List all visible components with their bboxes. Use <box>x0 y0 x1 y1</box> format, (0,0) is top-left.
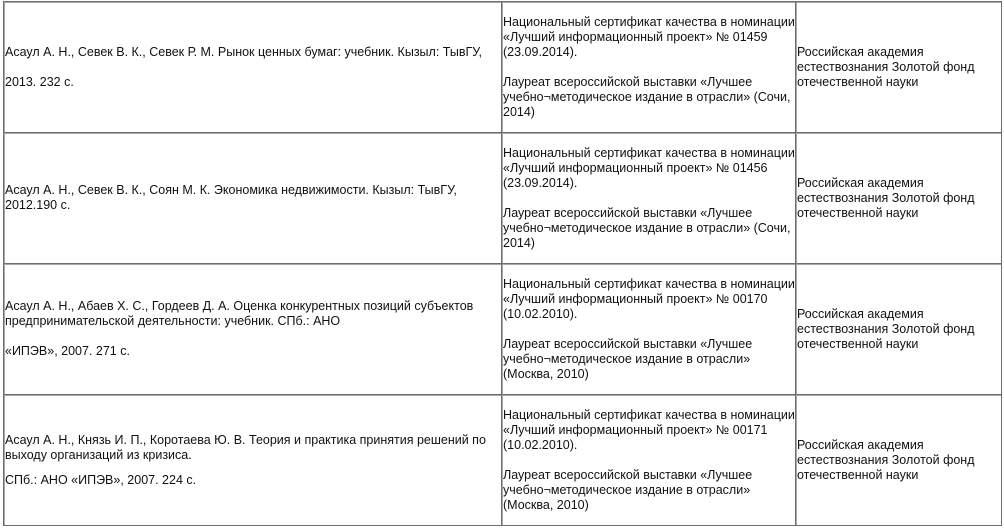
certificate-text: Национальный сертификат качества в номинации «Лучший информационный проект» № 01459 (23.09.2014). <box>503 14 795 59</box>
table-row <box>4 264 1002 395</box>
awards-table <box>3 1 1002 526</box>
book-title: Асаул А. Н., Князь И. П., Коротаева Ю. В. Теория и практика принятия решений по выходу организаций из кризиса. <box>5 432 486 462</box>
award-cell <box>502 2 796 133</box>
certificate-text: Национальный сертификат качества в номинации «Лучший информационный проект» № 00170 (10.02.2010). <box>503 276 795 321</box>
certificate-text: Национальный сертификат качества в номинации «Лучший информационный проект» № 00171 (10.02.2010). <box>503 407 795 452</box>
fund-cell <box>796 395 1002 526</box>
laureate-text: Лауреат всероссийской выставки «Лучшее учебно¬методическое издание в отрасли» (Москва, 2010) <box>503 467 753 512</box>
table-row <box>4 395 1002 526</box>
book-title: Асаул А. Н., Абаев Х. С., Гордеев Д. А. Оценка конкурентных позиций субъектов предпринимательской деятельности: учебник. СПб.: АНО <box>5 299 474 328</box>
table-row <box>4 133 1002 264</box>
fund-cell <box>796 264 1002 395</box>
laureate-text: Лауреат всероссийской выставки «Лучшее учебно¬методическое издание в отрасли» (Сочи, 2014) <box>503 74 791 119</box>
fund-text: Российская академия естествознания Золотой фонд отечественной науки <box>797 175 975 220</box>
book-cell <box>4 264 502 395</box>
laureate-text: Лауреат всероссийской выставки «Лучшее учебно¬методическое издание в отрасли» (Москва, 2010) <box>503 336 753 381</box>
book-cell <box>4 133 502 264</box>
table-row <box>4 2 1002 133</box>
certificate-text: Национальный сертификат качества в номинации «Лучший информационный проект» № 01456 (23.09.2014). <box>503 145 795 190</box>
book-cell <box>4 395 502 526</box>
fund-text: Российская академия естествознания Золотой фонд отечественной науки <box>797 306 975 351</box>
book-imprint: СПб.: АНО «ИПЭВ», 2007. 224 с. <box>5 472 197 487</box>
fund-text: Российская академия естествознания Золотой фонд отечественной науки <box>797 437 975 482</box>
book-title: Асаул А. Н., Севек В. К., Соян М. К. Экономика недвижимости. Кызыл: ТывГУ, 2012.190 с. <box>5 183 457 212</box>
fund-cell <box>796 2 1002 133</box>
book-cell <box>4 2 502 133</box>
award-cell <box>502 395 796 526</box>
award-cell <box>502 133 796 264</box>
laureate-text: Лауреат всероссийской выставки «Лучшее учебно¬методическое издание в отрасли» (Сочи, 2014) <box>503 205 791 250</box>
book-title: Асаул А. Н., Севек В. К., Севек Р. М. Рынок ценных бумаг: учебник. Кызыл: ТывГУ, <box>5 44 483 59</box>
fund-cell <box>796 133 1002 264</box>
book-imprint: 2013. 232 с. <box>5 74 74 89</box>
fund-text: Российская академия естествознания Золотой фонд отечественной науки <box>797 44 975 89</box>
book-imprint: «ИПЭВ», 2007. 271 с. <box>5 344 130 358</box>
award-cell <box>502 264 796 395</box>
